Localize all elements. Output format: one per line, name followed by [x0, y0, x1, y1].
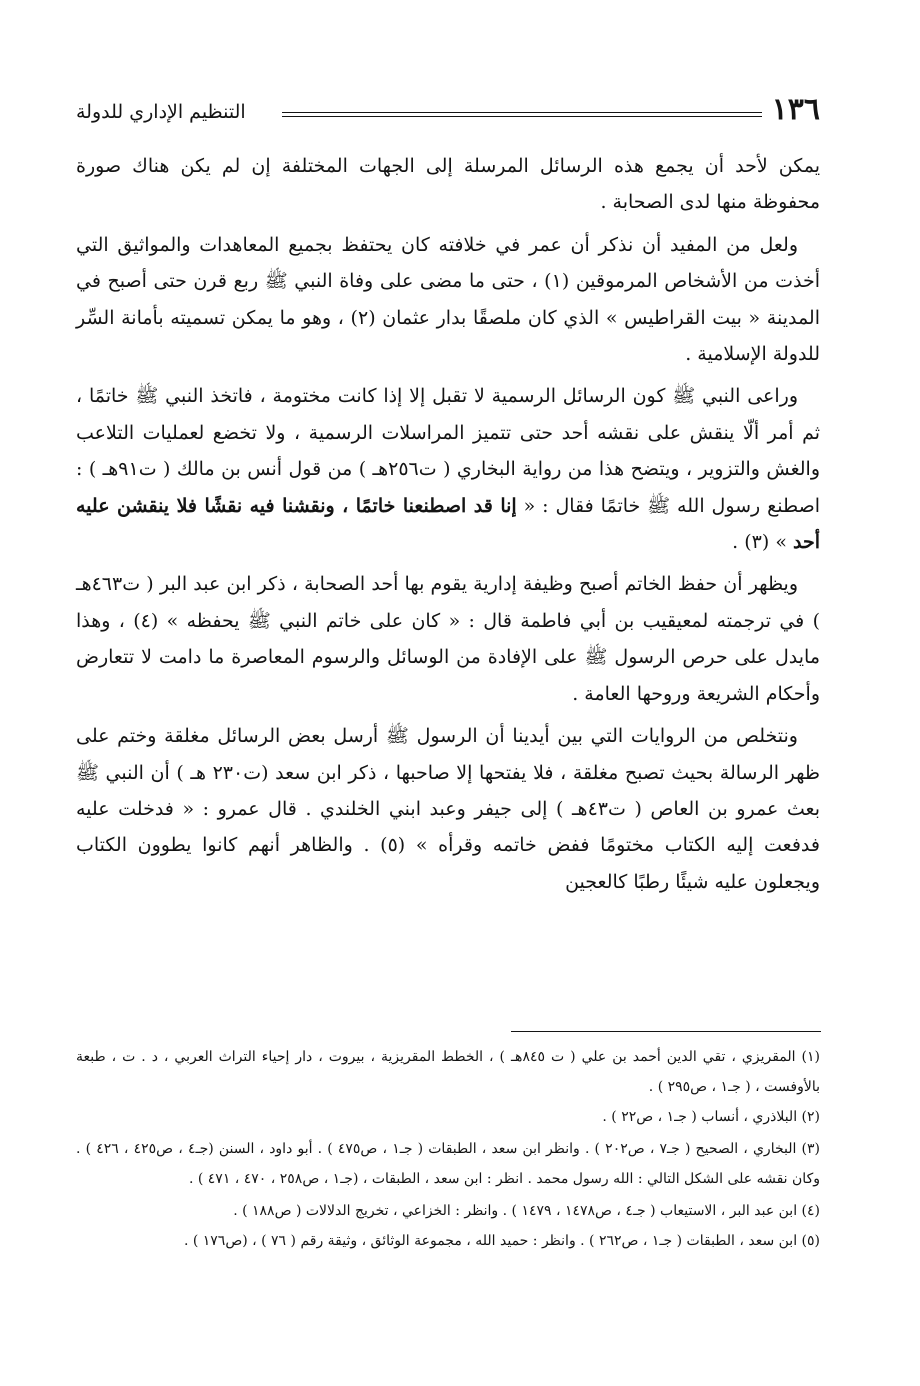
main-text	[76, 148, 820, 906]
footnote-5: (٥) ابن سعد ، الطبقات ( جـ١ ، ص٢٦٢ ) . وانظر : حميد الله ، مجموعة الوثائق ، وثيقة رقم ( ٧٦ ) ، (ص١٧٦ ) .	[183, 1233, 820, 1249]
paragraph-1: يمكن لأحد أن يجمع هذه الرسائل المرسلة إلى الجهات المختلفة إن لم يكن هناك صورة محفوظة منها لدى الصحابة .	[76, 155, 820, 214]
page-header	[76, 94, 820, 134]
running-title: التنظيم الإداري للدولة	[76, 101, 246, 123]
footnotes	[76, 1042, 820, 1256]
header-double-rule	[282, 112, 762, 117]
paragraph-3-end: » (٣) .	[732, 531, 787, 554]
footnote-2: (٢) البلاذري ، أنساب ( جـ١ ، ص٢٢ ) .	[602, 1109, 820, 1125]
hadith-quote: إنا قد اصطنعنا خاتمًا ، ونقشنا فيه نقشًا فلا ينقشن عليه أحد	[76, 494, 820, 554]
footnote-4: (٤) ابن عبد البر ، الاستيعاب ( جـ٤ ، ص١٤٧٨ ، ١٤٧٩ ) . وانظر : الخزاعي ، تخريج الدلالات ( ص١٨٨ ) .	[233, 1203, 820, 1219]
paragraph-3	[76, 378, 820, 560]
footnote-3: (٣) البخاري ، الصحيح ( جـ٧ ، ص٢٠٢ ) . وانظر ابن سعد ، الطبقات ( جـ١ ، ص٤٧٥ ) . أبو داود ، السنن (جـ٤ ، ص٤٢٥ ، ٤٢٦ ) . وكان نقشه على الشكل التالي : الله رسول محمد . انظر : ابن سعد ، الطبقات ، (جـ١ ، ص٢٥٨ ، ٤٧٠ ، ٤٧١ ) .	[76, 1141, 820, 1187]
page-number: ١٣٦	[771, 92, 820, 127]
footnote-1: (١) المقريزي ، تقي الدين أحمد بن علي ( ت ٨٤٥هـ ) ، الخطط المقريزية ، بيروت ، دار إحياء التراث العربي ، د . ت ، طبعة بالأوفست ، ( جـ١ ، ص٢٩٥ ) .	[76, 1049, 821, 1095]
paragraph-2: ولعل من المفيد أن نذكر أن عمر في خلافته كان يحتفظ بجميع المعاهدات والمواثيق التي أخذت من الأشخاص المرموقين (١) ، حتى ما مضى على وفاة النبي ﷺ ربع قرن حتى أصبح في المدينة « بيت القراطيس » الذي كان ملصقًا بدار عثمان (٢) ، وهو ما يمكن تسميته بأمانة السِّر للدولة الإسلامية .	[76, 233, 821, 366]
paragraph-4: ويظهر أن حفظ الخاتم أصبح وظيفة إدارية يقوم بها أحد الصحابة ، ذكر ابن عبد البر ( ت٤٦٣هـ ) في ترجمته لمعيقيب بن أبي فاطمة قال : « كان على خاتم النبي ﷺ يحفظه » (٤) ، وهذا مايدل على حرص الرسول ﷺ على الإفادة من الوسائل والرسوم المعاصرة ما دامت لا تتعارض وأحكام الشريعة وروحها العامة .	[76, 573, 821, 705]
footnote-separator	[511, 1031, 821, 1032]
paragraph-3-text: وراعى النبي ﷺ كون الرسائل الرسمية لا تقبل إلا إذا كانت مختومة ، فاتخذ النبي ﷺ خاتمًا ، ثم أمر ألّا ينقش على نقشه أحد حتى تتميز المراسلات الرسمية ، ولا تخضع لعمليات التلاعب والغش والتزوير ، ويتضح هذا من رواية البخاري ( ت٢٥٦هـ ) من قول أنس بن مالك ( ت٩١هـ ) : اصطنع رسول الله ﷺ خاتمًا فقال : «	[76, 385, 821, 517]
paragraph-5: ونتخلص من الروايات التي بين أيدينا أن الرسول ﷺ أرسل بعض الرسائل مغلقة وختم على ظهر الرسالة بحيث تصبح مغلقة ، فلا يفتحها إلا صاحبها ، ذكر ابن سعد (ت٢٣٠ هـ ) أن النبي ﷺ بعث عمرو بن العاص ( ت٤٣هـ ) إلى جيفر وعبد ابني الخلندي . قال عمرو : « فدخلت عليه فدفعت إليه الكتاب مختومًا ففض خاتمه وقرأه » (٥) . والظاهر أنهم كانوا يطوون الكتاب ويجعلون عليه شيئًا رطبًا كالعجين	[76, 725, 821, 893]
